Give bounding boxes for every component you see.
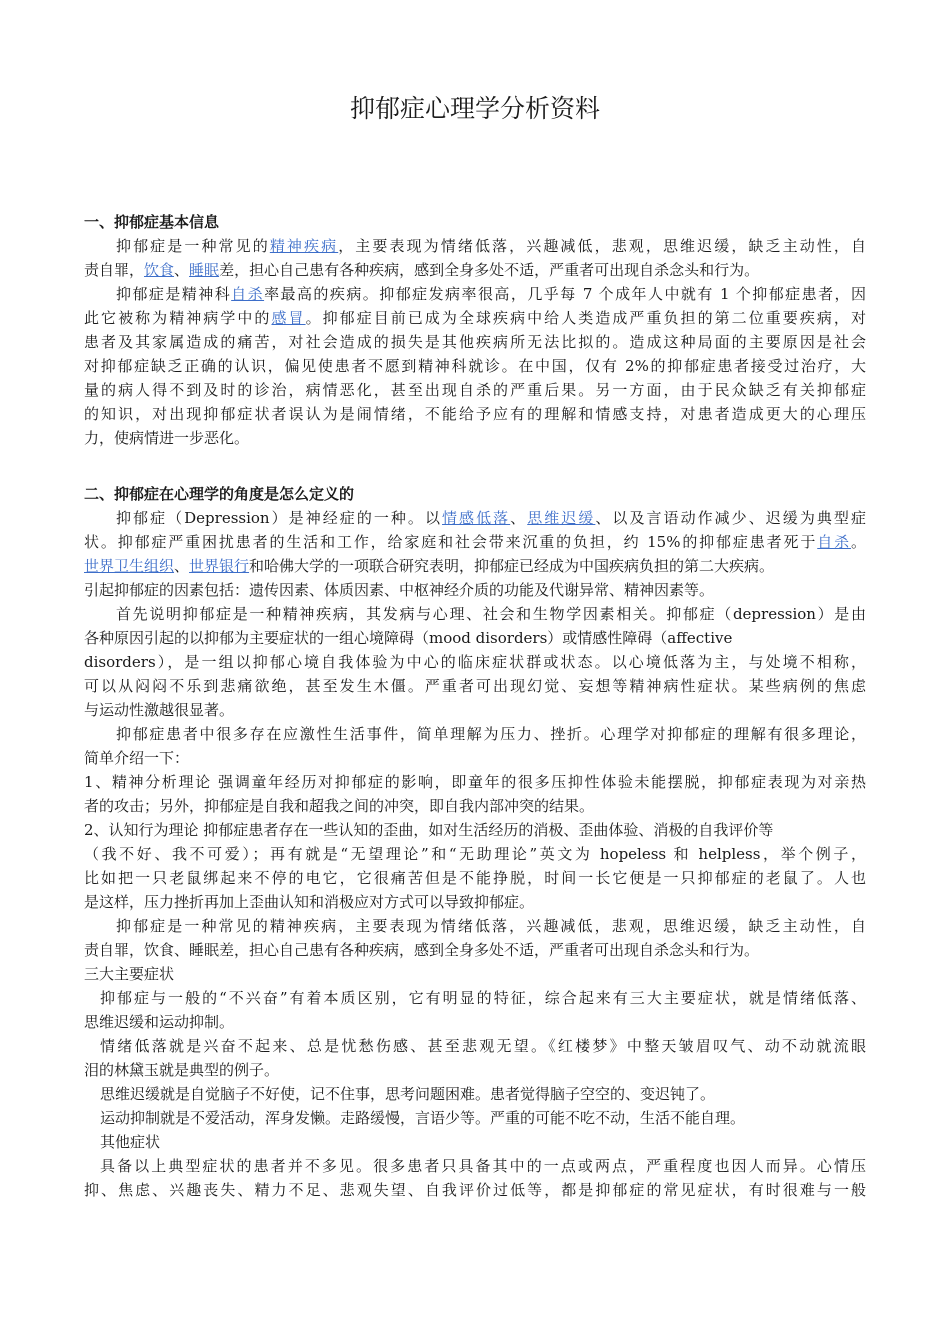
text-segment: 、 — [174, 557, 190, 575]
text-line — [100, 1106, 866, 1130]
text-line — [84, 770, 866, 794]
text-segment: ，主要表现为情绪低落，兴趣减低，悲观，思维迟缓，缺乏主动性，自 — [338, 237, 866, 255]
keyword-link[interactable]: 自杀 — [817, 533, 851, 551]
text-line — [84, 330, 866, 354]
text-segment: 和哈佛大学的一项联合研究表明，抑郁症已经成为中国疾病负担的第二大疾病。 — [249, 557, 775, 575]
text-line — [84, 1058, 866, 1082]
text-line — [84, 962, 866, 986]
text-segment: 情绪低落就是兴奋不起来、总是忧愁伤感、甚至悲观无望。《红楼梦》中整天皱眉叹气、动不动就流眼 — [100, 1037, 866, 1055]
text-segment: 其他症状 — [100, 1133, 161, 1151]
text-segment: （我不好、我不可爱）；再有就是“无望理论”和“无助理论”英文为 hopeless 和 helpless，举个例子， — [84, 845, 866, 863]
text-segment: 抑、焦虑、兴趣丧失、精力不足、悲观失望、自我评价过低等，都是抑郁症的常见症状，有时很难与一般 — [84, 1181, 866, 1199]
text-line — [84, 578, 866, 602]
text-line — [84, 402, 866, 426]
text-line — [100, 1154, 866, 1178]
text-line — [84, 890, 866, 914]
text-segment: 比如把一只老鼠绑起来不停的电它，它很痛苦但是不能挣脱，时间一长它便是一只抑郁症的老鼠了。人也 — [84, 869, 866, 887]
text-segment: 抑郁症是精神科 — [116, 285, 232, 303]
text-line — [116, 914, 866, 938]
text-segment: 患者及其家属造成的痛苦，对社会造成的损失是其他疾病所无法比拟的。造成这种局面的主要原因是社会 — [84, 333, 866, 351]
text-segment: 、 — [510, 509, 528, 527]
text-line — [100, 986, 866, 1010]
text-line — [84, 306, 866, 330]
keyword-link[interactable]: 精神疾病 — [269, 237, 339, 255]
keyword-link[interactable]: 情感低落 — [442, 509, 511, 527]
text-line — [84, 818, 866, 842]
text-line — [84, 794, 866, 818]
text-segment: 责自罪， — [84, 261, 145, 279]
text-segment: 可以从闷闷不乐到悲痛欲绝，甚至发生木僵。严重者可出现幻觉、妄想等精神病性症状。某些病例的焦虑 — [84, 677, 866, 695]
text-segment: 首先说明抑郁症是一种精神疾病，其发病与心理、社会和生物学因素相关。抑郁症（depression）是由 — [116, 605, 866, 623]
text-line — [100, 1034, 866, 1058]
document-title: 抑郁症心理学分析资料 — [349, 94, 600, 123]
text-segment: 抑郁症是一种常见的精神疾病，主要表现为情绪低落，兴趣减低，悲观，思维迟缓，缺乏主动性，自 — [116, 917, 866, 935]
text-segment: 1、精神分析理论 强调童年经历对抑郁症的影响，即童年的很多压抑性体验未能摆脱，抑郁症表现为对亲热 — [84, 773, 866, 791]
text-line — [84, 674, 866, 698]
text-segment: 量的病人得不到及时的诊治，病情恶化，甚至出现自杀的严重后果。另一方面，由于民众缺乏有关抑郁症 — [84, 381, 866, 399]
text-line — [84, 650, 866, 674]
text-line — [100, 1082, 866, 1106]
text-segment: 是这样，压力挫折再加上歪曲认知和消极应对方式可以导致抑郁症。 — [84, 893, 535, 911]
keyword-link[interactable]: 自杀 — [231, 285, 265, 303]
text-segment: 思维迟缓和运动抑制。 — [84, 1013, 235, 1031]
text-segment: 的知识，对出现抑郁症状者误认为是闹情绪，不能给予应有的理解和情感支持，对患者造成更大的心理压 — [84, 405, 866, 423]
text-segment: 率最高的疾病。抑郁症发病率很高，几乎每 7 个成年人中就有 1 个抑郁症患者，因 — [264, 285, 866, 303]
text-segment: 运动抑制就是不爱活动，浑身发懒。走路缓慢，言语少等。严重的可能不吃不动，生活不能自理。 — [100, 1109, 746, 1127]
text-line — [84, 426, 866, 450]
text-segment: 对抑郁症缺乏正确的认识，偏见使患者不愿到精神科就诊。在中国，仅有 2%的抑郁症患者接受过治疗，大 — [84, 357, 866, 375]
text-line — [84, 938, 866, 962]
text-segment: 与运动性激越很显著。 — [84, 701, 235, 719]
text-segment: 各种原因引起的以抑郁为主要症状的一组心境障碍（mood disorders）或情感性障碍（affective — [84, 629, 733, 647]
text-segment: 力，使病情进一步恶化。 — [84, 429, 250, 447]
text-segment: 抑郁症（Depression）是神经症的一种。以 — [116, 509, 443, 527]
keyword-link[interactable]: 睡眠 — [189, 261, 220, 279]
text-segment: 一、抑郁症基本信息 — [84, 213, 220, 231]
text-line — [84, 1178, 866, 1202]
text-segment: 二、抑郁症在心理学的角度是怎么定义的 — [84, 485, 355, 503]
text-line — [116, 602, 866, 626]
text-segment: 三大主要症状 — [84, 965, 175, 983]
text-segment: 者的攻击；另外，抑郁症是自我和超我之间的冲突，即自我内部冲突的结果。 — [84, 797, 595, 815]
text-segment: 。 — [850, 533, 866, 551]
text-segment: 泪的林黛玉就是典型的例子。 — [84, 1061, 280, 1079]
text-line — [84, 1010, 866, 1034]
text-line — [116, 234, 866, 258]
text-line — [84, 530, 866, 554]
keyword-link[interactable]: 感冒 — [271, 309, 306, 327]
text-segment: 、 — [174, 261, 190, 279]
text-segment: 状。抑郁症严重困扰患者的生活和工作，给家庭和社会带来沉重的负担，约 15%的抑郁症患者死于 — [84, 533, 818, 551]
text-segment: 2、认知行为理论 抑郁症患者存在一些认知的歪曲，如对生活经历的消极、歪曲体验、消极的自我评价等 — [84, 821, 774, 839]
text-line — [84, 626, 866, 650]
text-segment: 引起抑郁症的因素包括：遗传因素、体质因素、中枢神经介质的功能及代谢异常、精神因素等。 — [84, 581, 715, 599]
section-heading — [84, 210, 866, 234]
text-segment: 思维迟缓就是自觉脑子不好使，记不住事，思考问题困难。患者觉得脑子空空的、变迟钝了。 — [100, 1085, 716, 1103]
text-line — [84, 378, 866, 402]
text-segment: 此它被称为精神病学中的 — [84, 309, 272, 327]
text-line — [116, 722, 866, 746]
text-segment: 责自罪，饮食、睡眠差，担心自己患有各种疾病，感到全身多处不适，严重者可出现自杀念头和行为。 — [84, 941, 760, 959]
text-line — [84, 698, 866, 722]
text-line — [84, 866, 866, 890]
text-line — [116, 506, 866, 530]
keyword-link[interactable]: 饮食 — [144, 261, 175, 279]
text-segment: 抑郁症是一种常见的 — [116, 237, 270, 255]
keyword-link[interactable]: 世界银行 — [189, 557, 250, 575]
text-segment: 抑郁症患者中很多存在应激性生活事件，简单理解为压力、挫折。心理学对抑郁症的理解有很多理论， — [116, 725, 866, 743]
text-line — [84, 554, 866, 578]
text-line — [84, 258, 866, 282]
text-line — [84, 842, 866, 866]
keyword-link[interactable]: 世界卫生组织 — [84, 557, 175, 575]
text-line — [116, 282, 866, 306]
text-segment: 具备以上典型症状的患者并不多见。很多患者只具备其中的一点或两点，严重程度也因人而异。心情压 — [100, 1157, 866, 1175]
text-line — [84, 354, 866, 378]
text-segment: 、以及言语动作减少、迟缓为典型症 — [595, 509, 866, 527]
text-line — [100, 1130, 866, 1154]
keyword-link[interactable]: 思维迟缓 — [527, 509, 596, 527]
section-heading — [84, 482, 866, 506]
text-segment: disorders），是一组以抑郁心境自我体验为中心的临床症状群或状态。以心境低落为主，与处境不相称， — [84, 653, 866, 671]
text-segment: 简单介绍一下： — [84, 749, 190, 767]
text-segment: 差，担心自己患有各种疾病，感到全身多处不适，严重者可出现自杀念头和行为。 — [219, 261, 760, 279]
text-segment: 抑郁症与一般的“不兴奋”有着本质区别，它有明显的特征，综合起来有三大主要症状，就是情绪低落、 — [100, 989, 866, 1007]
text-line — [84, 746, 866, 770]
text-segment: 。抑郁症目前已成为全球疾病中给人类造成严重负担的第二位重要疾病，对 — [305, 309, 866, 327]
